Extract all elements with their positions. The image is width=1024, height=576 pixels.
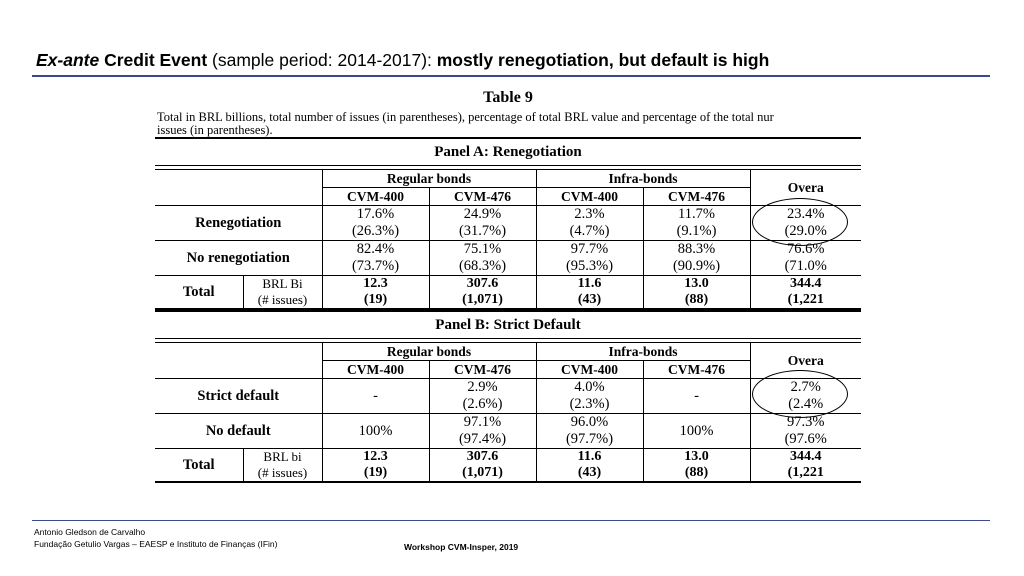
table-cell: 82.4% (73.7%) [322, 241, 429, 276]
table-cell: 13.0 (88) [643, 276, 750, 310]
table-cell: 24.9% (31.7%) [429, 206, 536, 241]
table-cell: 2.7% (2.4% [750, 379, 861, 414]
panel-b-overall: Overa [750, 343, 861, 379]
panel-b-sub-header: CVM-400 [322, 361, 429, 379]
table-cell: 97.7% (95.3%) [536, 241, 643, 276]
table-row [155, 414, 861, 449]
table-cell: 2.3% (4.7%) [536, 206, 643, 241]
table-cell: 96.0% (97.7%) [536, 414, 643, 449]
panel-a-title: Panel A: Renegotiation [155, 138, 861, 166]
highlight-oval-renegotiation [752, 198, 848, 246]
table-cell: 76.6% (71.0% [750, 241, 861, 276]
table-cell: 97.3% (97.6% [750, 414, 861, 449]
table-cell: 344.4 (1,221 [750, 276, 861, 310]
panel-a-sub-header: CVM-400 [322, 188, 429, 206]
panel-b-sub-header: CVM-400 [536, 361, 643, 379]
table-cell: 4.0% (2.3%) [536, 379, 643, 414]
title-divider [32, 75, 990, 77]
table-row [155, 449, 861, 483]
row-label-renegotiation: Renegotiation [155, 206, 322, 241]
table-row [155, 241, 861, 276]
row-label-total: Total [155, 276, 243, 310]
table-cell: 307.6 (1,071) [429, 449, 536, 483]
table-cell: 100% [322, 414, 429, 449]
slide-title: Ex-ante Credit Event (sample period: 2014-2017): mostly renegotiation, but default is high [36, 50, 770, 70]
row-label-no-default: No default [155, 414, 322, 449]
table-region [155, 85, 827, 490]
table-cell: 344.4 (1,221 [750, 449, 861, 483]
footer-divider [32, 520, 990, 521]
row-label-no-renegotiation: No renegotiation [155, 241, 322, 276]
table-cell: 2.9% (2.6%) [429, 379, 536, 414]
table-cell: 13.0 (88) [643, 449, 750, 483]
table-cell: 11.6 (43) [536, 449, 643, 483]
total-unit: BRL Bi (# issues) [243, 276, 322, 310]
footer-event: Workshop CVM-Insper, 2019 [404, 542, 519, 552]
table-cell: 17.6% (26.3%) [322, 206, 429, 241]
panel-a-overall: Overa [750, 170, 861, 206]
footer-institution: Fundação Getulio Vargas – EAESP e Instituto de Finanças (IFin) [34, 539, 278, 549]
total-unit: BRL bi (# issues) [243, 449, 322, 483]
row-label-strict-default: Strict default [155, 379, 322, 414]
table-cell: 88.3% (90.9%) [643, 241, 750, 276]
table-heading: Table 9 [483, 89, 533, 106]
table-caption: Total in BRL billions, total number of issues (in parentheses), percentage of total BRL value and percentage of the total nur issues (in parentheses). [157, 110, 774, 137]
table-cell: - [322, 379, 429, 414]
table-cell: 75.1% (68.3%) [429, 241, 536, 276]
table-cell: 100% [643, 414, 750, 449]
table-cell: 23.4% (29.0% [750, 206, 861, 241]
table-cell: 307.6 (1,071) [429, 276, 536, 310]
table-cell: 12.3 (19) [322, 449, 429, 483]
panel-a-sub-header: CVM-476 [643, 188, 750, 206]
row-label-total: Total [155, 449, 243, 483]
table-cell: 11.6 (43) [536, 276, 643, 310]
table-cell: 12.3 (19) [322, 276, 429, 310]
highlight-oval-strict-default [752, 370, 848, 418]
panel-a-sub-header: CVM-400 [536, 188, 643, 206]
table-cell: - [643, 379, 750, 414]
footer-author: Antonio Gledson de Carvalho [34, 527, 146, 537]
table-row [155, 276, 861, 310]
panel-b-group-infra: Infra-bonds [536, 343, 750, 361]
panel-a-group-regular: Regular bonds [322, 170, 536, 188]
panel-b-title: Panel B: Strict Default [155, 311, 861, 339]
panel-a-sub-header: CVM-476 [429, 188, 536, 206]
panel-b-sub-header: CVM-476 [643, 361, 750, 379]
panel-b-sub-header: CVM-476 [429, 361, 536, 379]
panel-b-group-regular: Regular bonds [322, 343, 536, 361]
table-cell: 11.7% (9.1%) [643, 206, 750, 241]
panel-a-group-infra: Infra-bonds [536, 170, 750, 188]
table-cell: 97.1% (97.4%) [429, 414, 536, 449]
